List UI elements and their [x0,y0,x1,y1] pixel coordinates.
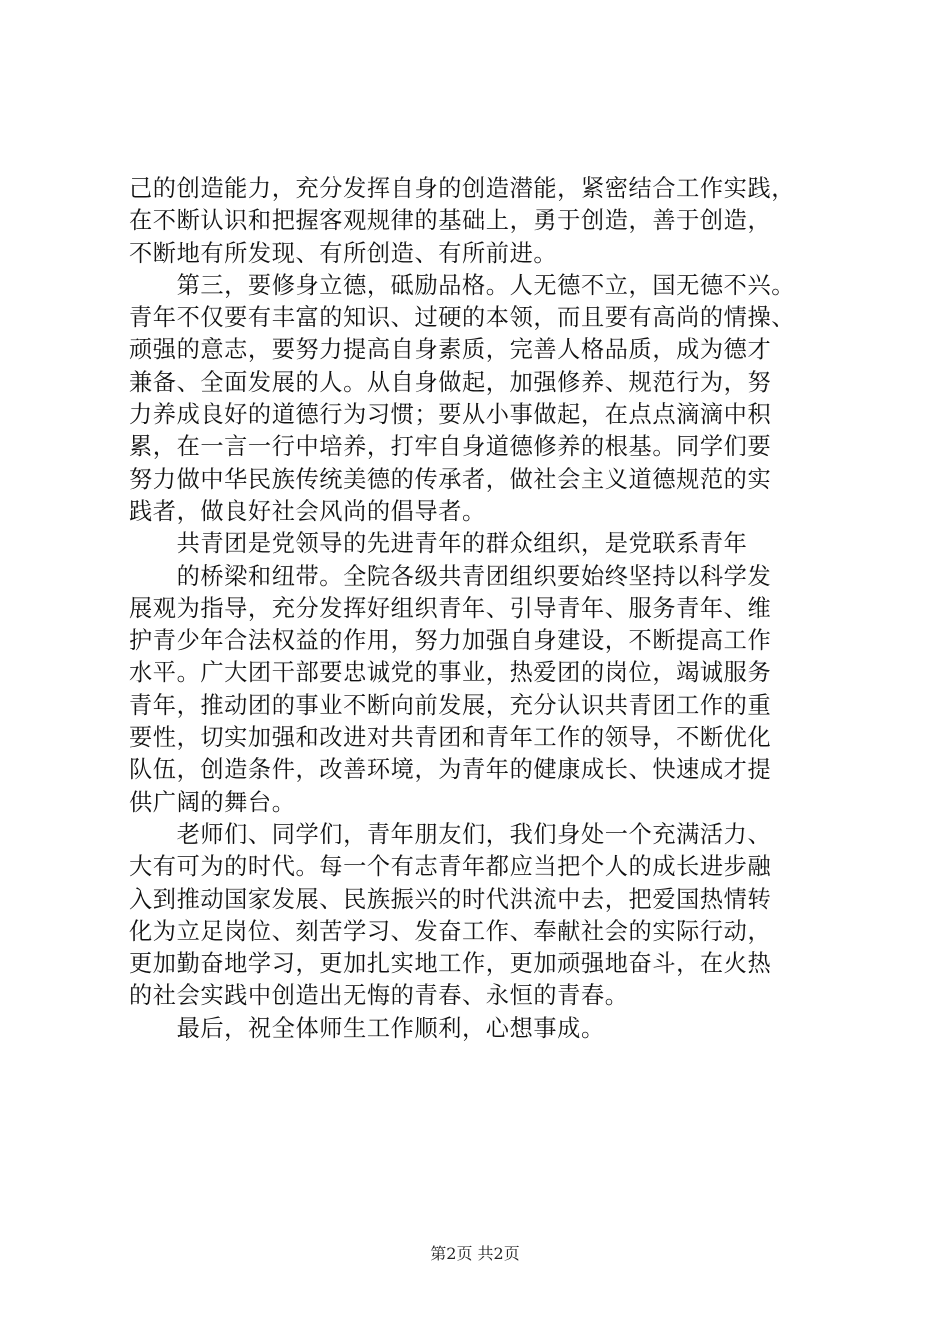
text-line: 努力做中华民族传统美德的传承者，做社会主义道德规范的实 [129,465,772,493]
text-line: 老师们、同学们，青年朋友们，我们身处一个充满活力、 [129,820,772,848]
text-line: 水平。广大团干部要忠诚党的事业，热爱团的岗位，竭诚服务 [129,659,772,687]
text-line: 青年，推动团的事业不断向前发展，充分认识共青团工作的重 [129,691,772,719]
text-line: 累，在一言一行中培养，打牢自身道德修养的根基。同学们要 [129,433,772,461]
text-line: 共青团是党领导的先进青年的群众组织，是党联系青年 [129,530,748,558]
text-line: 第三，要修身立德，砥励品格。人无德不立，国无德不兴。 [129,271,796,299]
text-line: 供广阔的舞台。 [129,788,296,816]
text-line: 顽强的意志，要努力提高自身素质，完善人格品质，成为德才 [129,336,772,364]
text-line: 力养成良好的道德行为习惯；要从小事做起，在点点滴滴中积 [129,401,772,429]
text-line: 青年不仅要有丰富的知识、过硬的本领，而且要有高尚的情操、 [129,304,796,332]
text-line: 在不断认识和把握客观规律的基础上，勇于创造，善于创造， [129,207,772,235]
text-line: 的桥梁和纽带。全院各级共青团组织要始终坚持以科学发 [129,562,772,590]
text-line: 护青少年合法权益的作用，努力加强自身建设，不断提高工作 [129,627,772,655]
text-line: 己的创造能力，充分发挥自身的创造潜能，紧密结合工作实践， [129,175,796,202]
text-line: 队伍，创造条件，改善环境，为青年的健康成长、快速成才提 [129,756,772,784]
text-line: 入到推动国家发展、民族振兴的时代洪流中去，把爱国热情转 [129,885,772,913]
text-line: 化为立足岗位、刻苦学习、发奋工作、奉献社会的实际行动， [129,917,772,945]
text-line: 践者，做良好社会风尚的倡导者。 [129,497,486,525]
body-text [129,173,829,1045]
text-line: 兼备、全面发展的人。从自身做起，加强修养、规范行为，努 [129,368,772,396]
text-line: 要性，切实加强和改进对共青团和青年工作的领导，不断优化 [129,724,772,752]
text-line: 最后，祝全体师生工作顺利，心想事成。 [129,1014,605,1042]
text-line: 大有可为的时代。每一个有志青年都应当把个人的成长进步融 [129,853,772,881]
text-line: 不断地有所发现、有所创造、有所前进。 [129,239,558,267]
text-line: 更加勤奋地学习，更加扎实地工作，更加顽强地奋斗，在火热 [129,950,772,978]
text-line: 的社会实践中创造出无悔的青春、永恒的青春。 [129,982,629,1010]
text-line: 展观为指导，充分发挥好组织青年、引导青年、服务青年、维 [129,594,772,622]
page-footer: 第2页 共2页 [430,1244,520,1263]
